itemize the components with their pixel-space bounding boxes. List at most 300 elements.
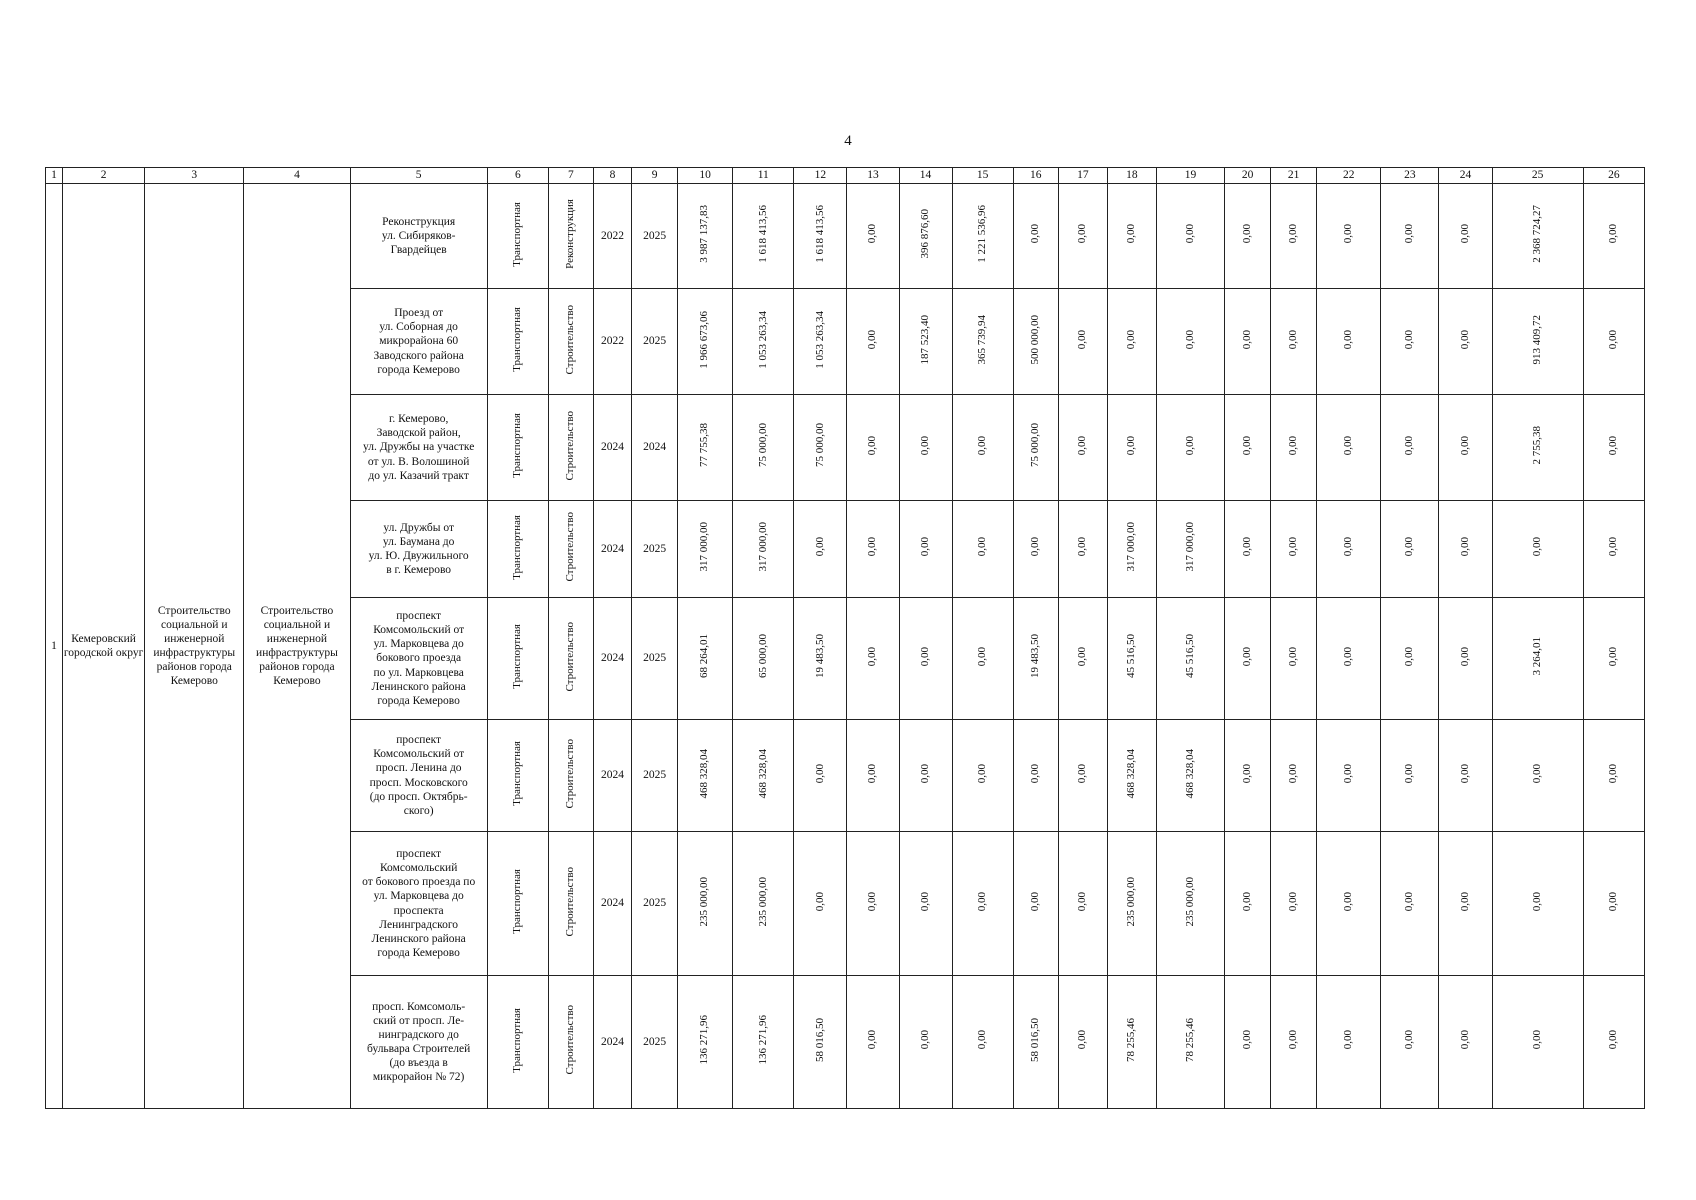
header-cell-5-text: 5	[415, 169, 422, 182]
amount-cell-col-11	[733, 395, 794, 501]
header-cell-12	[794, 168, 847, 184]
amount-cell-col-23-text: 0,00	[1403, 329, 1416, 350]
amount-cell-col-13	[847, 289, 899, 395]
start-year-cell	[593, 501, 631, 598]
data-table	[45, 167, 1645, 1109]
header-cell-19-text: 19	[1184, 169, 1197, 182]
amount-cell-col-21	[1271, 501, 1317, 598]
municipality-cell-text: Кемеровский городской округ	[63, 632, 144, 659]
work-type-cell	[548, 976, 593, 1109]
header-cell-26	[1583, 168, 1644, 184]
amount-cell-col-15	[952, 832, 1013, 976]
start-year-cell	[593, 289, 631, 395]
work-type-cell	[548, 289, 593, 395]
header-cell-20	[1225, 168, 1271, 184]
amount-cell-col-16	[1013, 832, 1058, 976]
amount-cell-col-24	[1439, 289, 1492, 395]
amount-cell-col-19-text: 45 516,50	[1183, 634, 1196, 679]
header-cell-22-text: 22	[1343, 169, 1355, 182]
amount-cell-col-16-text: 500 000,00	[1029, 314, 1042, 365]
work-type-cell-text: Строительство	[564, 866, 577, 937]
end-year-cell	[632, 395, 678, 501]
amount-cell-col-19	[1156, 501, 1224, 598]
amount-cell-col-24	[1439, 395, 1492, 501]
end-year-cell	[632, 184, 678, 289]
amount-cell-col-14-text: 0,00	[918, 537, 931, 557]
header-cell-9-text: 9	[651, 169, 658, 182]
amount-cell-col-25	[1492, 720, 1583, 832]
header-cell-24	[1439, 168, 1492, 184]
amount-cell-col-10-text: 235 000,00	[698, 876, 711, 927]
start-year-cell	[593, 976, 631, 1109]
amount-cell-col-13	[847, 184, 899, 289]
amount-cell-col-10-text: 468 328,04	[698, 748, 711, 799]
amount-cell-col-23-text: 0,00	[1403, 1030, 1416, 1050]
amount-cell-col-26-text: 0,00	[1607, 224, 1620, 244]
amount-cell-col-12	[794, 832, 847, 976]
amount-cell-col-23-text: 0,00	[1403, 763, 1416, 784]
amount-cell-col-15	[952, 395, 1013, 501]
infrastructure-type-cell	[487, 720, 548, 832]
event-cell-text: Строительство социальной и инженерной инфраструктуры районов города Кемерово	[256, 604, 338, 688]
amount-cell-col-14-text: 187 523,40	[918, 314, 931, 365]
event-cell	[244, 184, 350, 1109]
amount-cell-col-26	[1583, 598, 1644, 720]
amount-cell-col-19	[1156, 395, 1224, 501]
amount-cell-col-25	[1492, 501, 1583, 598]
object-name-cell	[350, 976, 487, 1109]
amount-cell-col-13-text: 0,00	[866, 537, 879, 557]
header-cell-1	[46, 168, 63, 184]
object-name-cell	[350, 395, 487, 501]
start-year-cell	[593, 395, 631, 501]
header-cell-2-text: 2	[100, 169, 107, 182]
amount-cell-col-25	[1492, 289, 1583, 395]
amount-cell-col-19-text: 78 255,46	[1183, 1017, 1196, 1062]
header-cell-4-text: 4	[294, 169, 300, 182]
work-type-cell	[548, 395, 593, 501]
header-cell-9	[632, 168, 678, 184]
start-year-cell-text: 2024	[601, 652, 624, 665]
amount-cell-col-20-text: 0,00	[1240, 537, 1253, 557]
amount-cell-col-10-text: 1 966 673,06	[698, 310, 711, 369]
amount-cell-col-23	[1381, 395, 1439, 501]
amount-cell-col-13-text: 0,00	[866, 763, 879, 784]
amount-cell-col-24-text: 0,00	[1458, 763, 1471, 784]
infrastructure-type-cell-text: Транспортная	[511, 624, 524, 689]
amount-cell-col-13-text: 0,00	[866, 891, 879, 912]
amount-cell-col-19	[1156, 832, 1224, 976]
header-cell-6-text: 6	[514, 169, 521, 182]
amount-cell-col-23	[1381, 501, 1439, 598]
infrastructure-type-cell-text: Транспортная	[511, 869, 524, 934]
amount-cell-col-17-text: 0,00	[1076, 891, 1089, 912]
amount-cell-col-24-text: 0,00	[1458, 891, 1471, 912]
amount-cell-col-23-text: 0,00	[1403, 537, 1416, 557]
amount-cell-col-16	[1013, 976, 1058, 1109]
amount-cell-col-16-text: 19 483,50	[1029, 634, 1042, 679]
end-year-cell	[632, 598, 678, 720]
start-year-cell-text: 2024	[601, 769, 624, 782]
infrastructure-type-cell-text: Транспортная	[511, 514, 524, 580]
amount-cell-col-24-text: 0,00	[1458, 646, 1471, 667]
amount-cell-col-12	[794, 720, 847, 832]
header-cell-16-text: 16	[1029, 169, 1042, 182]
amount-cell-col-21-text: 0,00	[1286, 329, 1299, 350]
amount-cell-col-17	[1058, 598, 1107, 720]
amount-cell-col-26	[1583, 501, 1644, 598]
amount-cell-col-13	[847, 598, 899, 720]
amount-cell-col-24-text: 0,00	[1458, 435, 1471, 456]
amount-cell-col-18	[1107, 598, 1156, 720]
amount-cell-col-26-text: 0,00	[1607, 1030, 1620, 1050]
amount-cell-col-23	[1381, 720, 1439, 832]
amount-cell-col-15-text: 0,00	[975, 537, 988, 557]
amount-cell-col-22-text: 0,00	[1342, 224, 1355, 244]
start-year-cell	[593, 184, 631, 289]
amount-cell-col-23-text: 0,00	[1403, 891, 1416, 912]
object-name-cell	[350, 289, 487, 395]
amount-cell-col-12-text: 1 053 263,34	[813, 310, 826, 369]
amount-cell-col-23	[1381, 289, 1439, 395]
amount-cell-col-10-text: 317 000,00	[698, 522, 711, 572]
amount-cell-col-11	[733, 832, 794, 976]
work-type-cell-text: Строительство	[564, 304, 577, 375]
end-year-cell	[632, 289, 678, 395]
header-cell-8-text: 8	[609, 169, 616, 182]
amount-cell-col-13-text: 0,00	[866, 224, 879, 244]
amount-cell-col-10	[678, 976, 733, 1109]
amount-cell-col-16	[1013, 501, 1058, 598]
amount-cell-col-14-text: 396 876,60	[918, 209, 931, 259]
amount-cell-col-20	[1225, 976, 1271, 1109]
infrastructure-type-cell-text: Транспортная	[511, 413, 524, 478]
amount-cell-col-19	[1156, 598, 1224, 720]
amount-cell-col-11	[733, 184, 794, 289]
amount-cell-col-12-text: 75 000,00	[813, 423, 826, 468]
amount-cell-col-10	[678, 395, 733, 501]
start-year-cell	[593, 720, 631, 832]
infrastructure-type-cell	[487, 395, 548, 501]
amount-cell-col-13	[847, 976, 899, 1109]
infrastructure-type-cell	[487, 832, 548, 976]
amount-cell-col-16	[1013, 289, 1058, 395]
amount-cell-col-15	[952, 720, 1013, 832]
amount-cell-col-21-text: 0,00	[1286, 646, 1299, 667]
amount-cell-col-22-text: 0,00	[1342, 646, 1355, 667]
municipality-cell	[63, 184, 145, 1109]
amount-cell-col-15	[952, 976, 1013, 1109]
amount-cell-col-17-text: 0,00	[1076, 646, 1089, 667]
amount-cell-col-16-text: 0,00	[1029, 537, 1042, 557]
amount-cell-col-16-text: 0,00	[1029, 763, 1042, 784]
end-year-cell-text: 2025	[643, 229, 667, 242]
amount-cell-col-23	[1381, 976, 1439, 1109]
amount-cell-col-20	[1225, 832, 1271, 976]
amount-cell-col-22	[1317, 832, 1381, 976]
amount-cell-col-17-text: 0,00	[1076, 763, 1089, 784]
amount-cell-col-21	[1271, 395, 1317, 501]
header-cell-16	[1013, 168, 1058, 184]
amount-cell-col-14-text: 0,00	[918, 1030, 931, 1050]
amount-cell-col-11	[733, 720, 794, 832]
object-name-cell-text: проспект Комсомольский от просп. Ленина до просп. Московского (до просп. Октябрь- ского)	[369, 734, 468, 817]
amount-cell-col-12	[794, 289, 847, 395]
amount-cell-col-21	[1271, 598, 1317, 720]
work-type-cell-text: Строительство	[564, 512, 577, 582]
amount-cell-col-17-text: 0,00	[1076, 329, 1089, 350]
amount-cell-col-11	[733, 501, 794, 598]
amount-cell-col-11	[733, 598, 794, 720]
amount-cell-col-10	[678, 501, 733, 598]
header-cell-17	[1058, 168, 1107, 184]
amount-cell-col-20-text: 0,00	[1240, 891, 1253, 912]
end-year-cell	[632, 976, 678, 1109]
object-name-cell	[350, 184, 487, 289]
amount-cell-col-10	[678, 184, 733, 289]
header-cell-14-text: 14	[919, 169, 932, 182]
amount-cell-col-14-text: 0,00	[918, 435, 931, 456]
amount-cell-col-18	[1107, 289, 1156, 395]
object-name-cell-text: просп. Комсомоль- ский от просп. Ле- нинградского до бульвара Строителей (до въезда в микрорайон № 72)	[367, 1000, 471, 1084]
amount-cell-col-21	[1271, 184, 1317, 289]
header-cell-19	[1156, 168, 1224, 184]
header-cell-10	[678, 168, 733, 184]
amount-cell-col-20	[1225, 395, 1271, 501]
amount-cell-col-22-text: 0,00	[1342, 329, 1355, 350]
amount-cell-col-15-text: 0,00	[975, 763, 988, 784]
amount-cell-col-21	[1271, 289, 1317, 395]
amount-cell-col-19	[1156, 184, 1224, 289]
amount-cell-col-25-text: 2 368 724,27	[1530, 205, 1543, 263]
amount-cell-col-10-text: 68 264,01	[698, 634, 711, 679]
amount-cell-col-19-text: 468 328,04	[1183, 748, 1196, 799]
amount-cell-col-12-text: 19 483,50	[813, 634, 826, 679]
amount-cell-col-24-text: 0,00	[1458, 224, 1471, 244]
start-year-cell	[593, 832, 631, 976]
infrastructure-type-cell-text: Транспортная	[511, 741, 524, 806]
amount-cell-col-20-text: 0,00	[1240, 435, 1253, 456]
amount-cell-col-25-text: 0,00	[1530, 537, 1543, 557]
amount-cell-col-14-text: 0,00	[918, 763, 931, 784]
amount-cell-col-13	[847, 720, 899, 832]
amount-cell-col-20-text: 0,00	[1240, 763, 1253, 784]
amount-cell-col-11	[733, 289, 794, 395]
amount-cell-col-12-text: 1 618 413,56	[813, 205, 826, 263]
amount-cell-col-12	[794, 501, 847, 598]
amount-cell-col-13	[847, 395, 899, 501]
amount-cell-col-13-text: 0,00	[866, 435, 879, 456]
amount-cell-col-13-text: 0,00	[866, 329, 879, 350]
amount-cell-col-17	[1058, 832, 1107, 976]
amount-cell-col-11-text: 75 000,00	[756, 423, 769, 468]
amount-cell-col-23-text: 0,00	[1403, 646, 1416, 667]
amount-cell-col-17	[1058, 976, 1107, 1109]
header-cell-3	[145, 168, 244, 184]
amount-cell-col-26-text: 0,00	[1607, 435, 1620, 456]
amount-cell-col-14	[899, 395, 952, 501]
amount-cell-col-20-text: 0,00	[1240, 224, 1253, 244]
amount-cell-col-15-text: 0,00	[975, 646, 988, 667]
amount-cell-col-22-text: 0,00	[1342, 537, 1355, 557]
amount-cell-col-15	[952, 184, 1013, 289]
infrastructure-type-cell-text: Транспортная	[511, 307, 524, 372]
end-year-cell-text: 2025	[643, 769, 667, 782]
header-cell-6	[487, 168, 548, 184]
start-year-cell-text: 2024	[601, 1035, 624, 1048]
header-cell-21-text: 21	[1287, 169, 1300, 182]
amount-cell-col-15-text: 0,00	[975, 435, 988, 456]
amount-cell-col-14	[899, 289, 952, 395]
amount-cell-col-18-text: 0,00	[1125, 329, 1138, 350]
amount-cell-col-16	[1013, 184, 1058, 289]
header-cell-13	[847, 168, 899, 184]
work-type-cell	[548, 832, 593, 976]
row-number	[46, 184, 63, 1109]
header-cell-24-text: 24	[1459, 169, 1472, 182]
program-cell	[145, 184, 244, 1109]
work-type-cell	[548, 720, 593, 832]
end-year-cell	[632, 720, 678, 832]
amount-cell-col-26-text: 0,00	[1607, 646, 1620, 667]
header-cell-1-text: 1	[51, 169, 57, 182]
amount-cell-col-18-text: 45 516,50	[1125, 634, 1138, 679]
amount-cell-col-14	[899, 184, 952, 289]
amount-cell-col-24	[1439, 832, 1492, 976]
object-name-cell-text: Реконструкция ул. Сибиряков- Гвардейцев	[381, 215, 456, 256]
amount-cell-col-21-text: 0,00	[1286, 1030, 1299, 1050]
amount-cell-col-23	[1381, 598, 1439, 720]
amount-cell-col-23	[1381, 832, 1439, 976]
amount-cell-col-11	[733, 976, 794, 1109]
amount-cell-col-18	[1107, 501, 1156, 598]
header-cell-11-text: 11	[757, 169, 769, 182]
amount-cell-col-16-text: 75 000,00	[1029, 423, 1042, 468]
amount-cell-col-17	[1058, 184, 1107, 289]
amount-cell-col-24-text: 0,00	[1458, 537, 1471, 557]
end-year-cell-text: 2025	[643, 1035, 667, 1048]
object-name-cell-text: Проезд от ул. Соборная до микрорайона 60 Заводского района города Кемерово	[373, 307, 464, 376]
amount-cell-col-15	[952, 289, 1013, 395]
amount-cell-col-18	[1107, 720, 1156, 832]
row-number-text: 1	[51, 639, 57, 652]
amount-cell-col-17	[1058, 720, 1107, 832]
amount-cell-col-25	[1492, 598, 1583, 720]
amount-cell-col-22	[1317, 501, 1381, 598]
header-cell-20-text: 20	[1241, 169, 1254, 182]
header-cell-10-text: 10	[699, 169, 711, 182]
end-year-cell-text: 2025	[643, 652, 667, 665]
header-cell-25-text: 25	[1531, 169, 1544, 182]
work-type-cell	[548, 184, 593, 289]
amount-cell-col-14	[899, 501, 952, 598]
infrastructure-type-cell	[487, 501, 548, 598]
amount-cell-col-26-text: 0,00	[1607, 537, 1620, 557]
amount-cell-col-12	[794, 184, 847, 289]
amount-cell-col-12-text: 0,00	[813, 537, 826, 557]
amount-cell-col-16-text: 0,00	[1029, 891, 1042, 912]
amount-cell-col-15	[952, 598, 1013, 720]
start-year-cell	[593, 598, 631, 720]
infrastructure-type-cell	[487, 976, 548, 1109]
header-row	[46, 168, 1645, 184]
amount-cell-col-15-text: 365 739,94	[975, 314, 988, 365]
amount-cell-col-20	[1225, 184, 1271, 289]
work-type-cell-text: Строительство	[564, 1005, 577, 1075]
amount-cell-col-12-text: 0,00	[813, 891, 826, 912]
amount-cell-col-18-text: 317 000,00	[1125, 522, 1138, 572]
amount-cell-col-13-text: 0,00	[866, 1030, 879, 1050]
amount-cell-col-18	[1107, 832, 1156, 976]
header-cell-7	[548, 168, 593, 184]
amount-cell-col-14	[899, 832, 952, 976]
work-type-cell-text: Строительство	[564, 410, 577, 481]
header-cell-21	[1271, 168, 1317, 184]
amount-cell-col-18	[1107, 976, 1156, 1109]
amount-cell-col-24	[1439, 720, 1492, 832]
end-year-cell-text: 2024	[643, 441, 667, 454]
infrastructure-type-cell	[487, 598, 548, 720]
header-cell-7-text: 7	[568, 169, 574, 182]
end-year-cell	[632, 501, 678, 598]
amount-cell-col-10-text: 77 755,38	[698, 423, 711, 468]
amount-cell-col-19-text: 317 000,00	[1183, 522, 1196, 572]
amount-cell-col-13-text: 0,00	[866, 646, 879, 667]
amount-cell-col-18-text: 235 000,00	[1125, 876, 1138, 927]
object-name-cell	[350, 501, 487, 598]
amount-cell-col-16	[1013, 395, 1058, 501]
header-cell-25	[1492, 168, 1583, 184]
header-cell-23	[1381, 168, 1439, 184]
amount-cell-col-11-text: 235 000,00	[756, 876, 769, 927]
header-cell-22	[1317, 168, 1381, 184]
header-cell-8	[593, 168, 631, 184]
amount-cell-col-25-text: 913 409,72	[1530, 314, 1543, 365]
amount-cell-col-23-text: 0,00	[1403, 435, 1416, 456]
infrastructure-type-cell-text: Транспортная	[511, 1007, 524, 1073]
amount-cell-col-22	[1317, 598, 1381, 720]
amount-cell-col-11-text: 136 271,96	[756, 1015, 769, 1065]
amount-cell-col-22	[1317, 720, 1381, 832]
amount-cell-col-12	[794, 395, 847, 501]
amount-cell-col-20	[1225, 289, 1271, 395]
amount-cell-col-25-text: 0,00	[1530, 763, 1543, 784]
start-year-cell-text: 2024	[601, 897, 624, 910]
amount-cell-col-25-text: 0,00	[1530, 1030, 1543, 1050]
amount-cell-col-19-text: 0,00	[1183, 329, 1196, 350]
amount-cell-col-11-text: 468 328,04	[756, 748, 769, 799]
header-cell-2	[63, 168, 145, 184]
table-row	[46, 184, 1645, 289]
amount-cell-col-22	[1317, 395, 1381, 501]
amount-cell-col-24	[1439, 184, 1492, 289]
header-cell-13-text: 13	[867, 169, 879, 182]
start-year-cell-text: 2022	[601, 229, 624, 242]
amount-cell-col-14	[899, 598, 952, 720]
amount-cell-col-25	[1492, 832, 1583, 976]
program-cell-text: Строительство социальной и инженерной инфраструктуры районов города Кемерово	[153, 604, 236, 688]
amount-cell-col-26	[1583, 976, 1644, 1109]
amount-cell-col-17	[1058, 395, 1107, 501]
amount-cell-col-19-text: 235 000,00	[1183, 876, 1196, 927]
amount-cell-col-18-text: 78 255,46	[1125, 1017, 1138, 1062]
amount-cell-col-16-text: 58 016,50	[1029, 1017, 1042, 1062]
amount-cell-col-18	[1107, 395, 1156, 501]
amount-cell-col-19	[1156, 720, 1224, 832]
amount-cell-col-11-text: 1 618 413,56	[756, 205, 769, 263]
amount-cell-col-26	[1583, 289, 1644, 395]
infrastructure-type-cell-text: Транспортная	[511, 201, 524, 267]
